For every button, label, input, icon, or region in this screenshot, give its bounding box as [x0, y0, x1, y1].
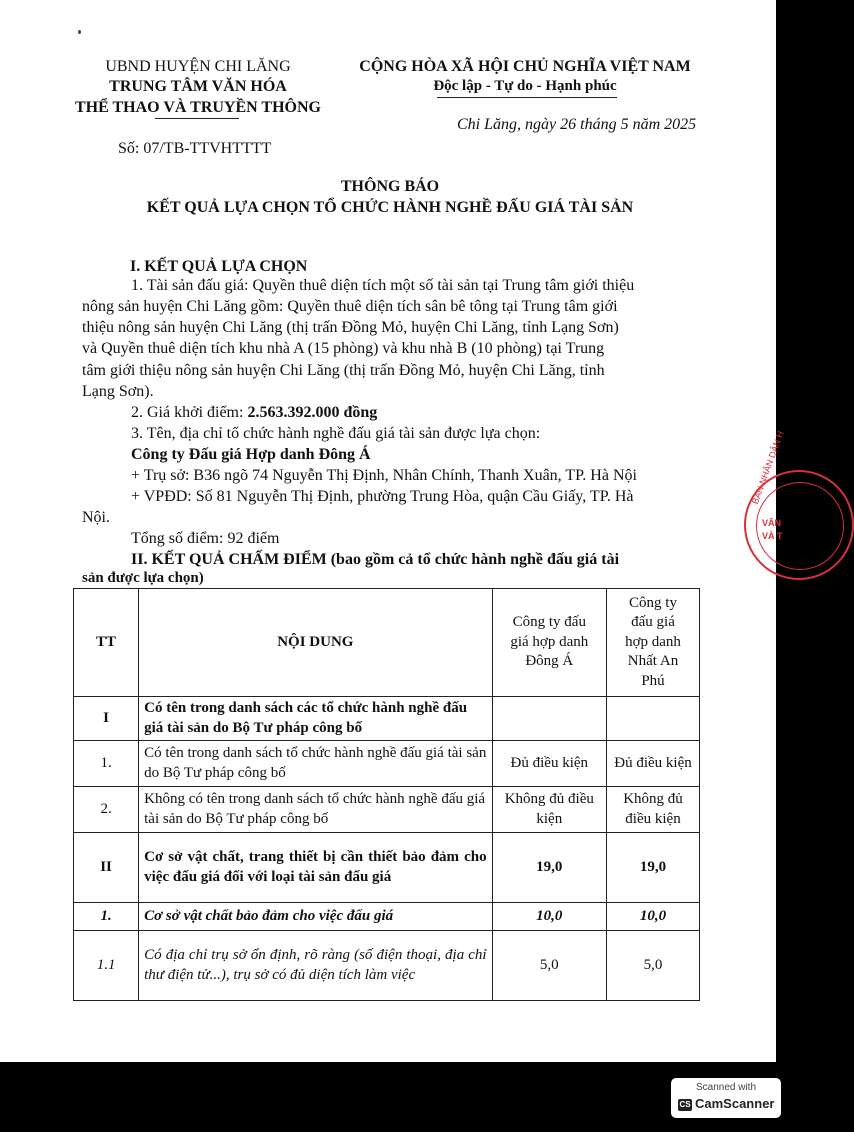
header-tt: TT — [74, 589, 139, 697]
row-score-b — [607, 697, 700, 741]
document-number: Số: 07/TB-TTVHTTTT — [118, 140, 272, 157]
watermark-brand: CamScanner — [695, 1096, 775, 1111]
section1-para-line: tâm giới thiệu nông sản huyện Chi Lăng (thị trấn Đồng Mỏ, huyện Chi Lăng, tỉnh — [82, 362, 605, 379]
row-score-a: Đủ điều kiện — [492, 741, 606, 787]
agency-parent: UBND HUYỆN CHI LĂNG — [105, 58, 291, 75]
starting-price — [131, 404, 377, 422]
camscanner-logo-icon: CS — [679, 1100, 691, 1109]
score-table — [73, 588, 700, 1001]
agency-name-line1: TRUNG TÂM VĂN HÓA — [109, 78, 287, 95]
row-tt: II — [74, 833, 139, 903]
header-company-b-line: Phú — [641, 672, 665, 689]
header-content: NỘI DUNG — [139, 589, 492, 697]
issue-date: Chi Lăng, ngày 26 tháng 5 năm 2025 — [457, 116, 697, 133]
company-rep-office: + VPĐD: Số 81 Nguyễn Thị Định, phường Trung Hòa, quận Cầu Giấy, TP. Hà — [131, 488, 634, 505]
total-score: Tổng số điểm: 92 điểm — [131, 530, 280, 547]
table-row — [74, 741, 700, 787]
row-content: Không có tên trong danh sách tổ chức hành nghề đấu giá tài sản do Bộ Tư pháp công bố — [139, 787, 492, 833]
nation-name: CỘNG HÒA XÃ HỘI CHỦ NGHĨA VIỆT NAM — [359, 58, 691, 75]
header-company-a-line: Công ty đấu — [512, 614, 586, 631]
camscanner-watermark — [671, 1078, 781, 1118]
row-score-b: Không đủ điều kiện — [607, 787, 700, 833]
row-content: Có tên trong danh sách các tổ chức hành nghề đấu giá tài sản do Bộ Tư pháp công bố — [139, 697, 492, 741]
document-type: THÔNG BÁO — [340, 178, 440, 195]
section1-para-line: và Quyền thuê diện tích khu nhà A (15 phòng) và khu nhà B (10 phòng) tại Trung — [82, 340, 605, 357]
company-head-office: + Trụ sở: B36 ngõ 74 Nguyễn Thị Định, Nhân Chính, Thanh Xuân, TP. Hà Nội — [131, 467, 637, 484]
table-row — [74, 833, 700, 903]
selected-company-name: Công ty Đấu giá Hợp danh Đông Á — [131, 446, 371, 463]
header-company-b — [607, 589, 700, 697]
header-company-a-line: Đông Á — [525, 653, 574, 670]
section1-para-line: Lạng Sơn). — [82, 383, 154, 400]
row-content: Cơ sở vật chất bảo đảm cho việc đấu giá — [139, 903, 492, 931]
nation-motto: Độc lập - Tự do - Hạnh phúc — [433, 78, 617, 94]
table-row — [74, 903, 700, 931]
scan-speck — [78, 30, 81, 34]
seal-arc-text: BAN NHÂN DÂN H — [750, 429, 786, 506]
section2-heading: II. KẾT QUẢ CHẤM ĐIỂM (bao gồm cả tổ chức hành nghề đấu giá tài — [131, 551, 620, 568]
header-company-a — [492, 589, 606, 697]
watermark-caption: Scanned with — [695, 1082, 757, 1093]
row-score-b: 19,0 — [607, 833, 700, 903]
row-tt: 1.1 — [74, 931, 139, 1001]
section1-para-line: thiệu nông sản huyện Chi Lăng (thị trấn Đồng Mỏ, huyện Chi Lăng, tỉnh Lạng Sơn) — [82, 319, 619, 336]
header-company-b-line: đấu giá — [631, 614, 675, 631]
row-tt: 1. — [74, 741, 139, 787]
row-content: Cơ sở vật chất, trang thiết bị cần thiết bảo đảm cho việc đấu giá đối với loại tài sản đấu giá — [139, 833, 492, 903]
agency-underline — [155, 118, 239, 119]
starting-price-value: 2.563.392.000 đồng — [247, 404, 378, 421]
table-header-row — [74, 589, 700, 697]
row-tt: 2. — [74, 787, 139, 833]
header-company-b-line: hợp danh — [625, 633, 681, 650]
row-score-b: 10,0 — [607, 903, 700, 931]
table-row — [74, 931, 700, 1001]
row-content: Có địa chỉ trụ sở ổn định, rõ ràng (số điện thoại, địa chỉ thư điện tử...), trụ sở có đủ diện tích làm việc — [139, 931, 492, 1001]
section1-para-line: nông sản huyện Chi Lăng gồm: Quyền thuê diện tích sân bê tông tại Trung tâm giới — [82, 298, 618, 315]
starting-price-label: 2. Giá khởi điểm: — [131, 404, 248, 421]
seal-text: VĂN — [762, 518, 782, 528]
table-row — [74, 787, 700, 833]
seal-text: VÀ T — [762, 531, 783, 541]
red-seal-stamp — [744, 429, 854, 580]
section1-para-line: 1. Tài sản đấu giá: Quyền thuê diện tích một số tài sản tại Trung tâm giới thiệu — [131, 277, 635, 294]
row-tt: 1. — [74, 903, 139, 931]
motto-underline — [437, 97, 617, 98]
section1-heading: I. KẾT QUẢ LỰA CHỌN — [130, 258, 308, 275]
row-score-a: 5,0 — [492, 931, 606, 1001]
header-company-b-line: Nhất An — [627, 653, 679, 670]
row-score-a: Không đủ điều kiện — [492, 787, 606, 833]
row-content: Có tên trong danh sách tổ chức hành nghề đấu giá tài sản do Bộ Tư pháp công bố — [139, 741, 492, 787]
company-rep-office-cont: Nội. — [82, 509, 110, 526]
row-score-a — [492, 697, 606, 741]
header-company-b-line: Công ty — [629, 594, 677, 611]
table-row — [74, 697, 700, 741]
selected-org-heading: 3. Tên, địa chỉ tổ chức hành nghề đấu giá tài sản được lựa chọn: — [131, 425, 541, 442]
section2-heading-cont: sản được lựa chọn) — [82, 570, 204, 586]
document-subject: KẾT QUẢ LỰA CHỌN TỔ CHỨC HÀNH NGHỀ ĐẤU GIÁ TÀI SẢN — [146, 199, 634, 216]
row-score-b: Đủ điều kiện — [607, 741, 700, 787]
row-score-a: 10,0 — [492, 903, 606, 931]
agency-name-line2: THỂ THAO VÀ TRUYỀN THÔNG — [75, 99, 321, 116]
row-score-b: 5,0 — [607, 931, 700, 1001]
row-tt: I — [74, 697, 139, 741]
row-score-a: 19,0 — [492, 833, 606, 903]
header-company-a-line: giá hợp danh — [510, 633, 589, 650]
